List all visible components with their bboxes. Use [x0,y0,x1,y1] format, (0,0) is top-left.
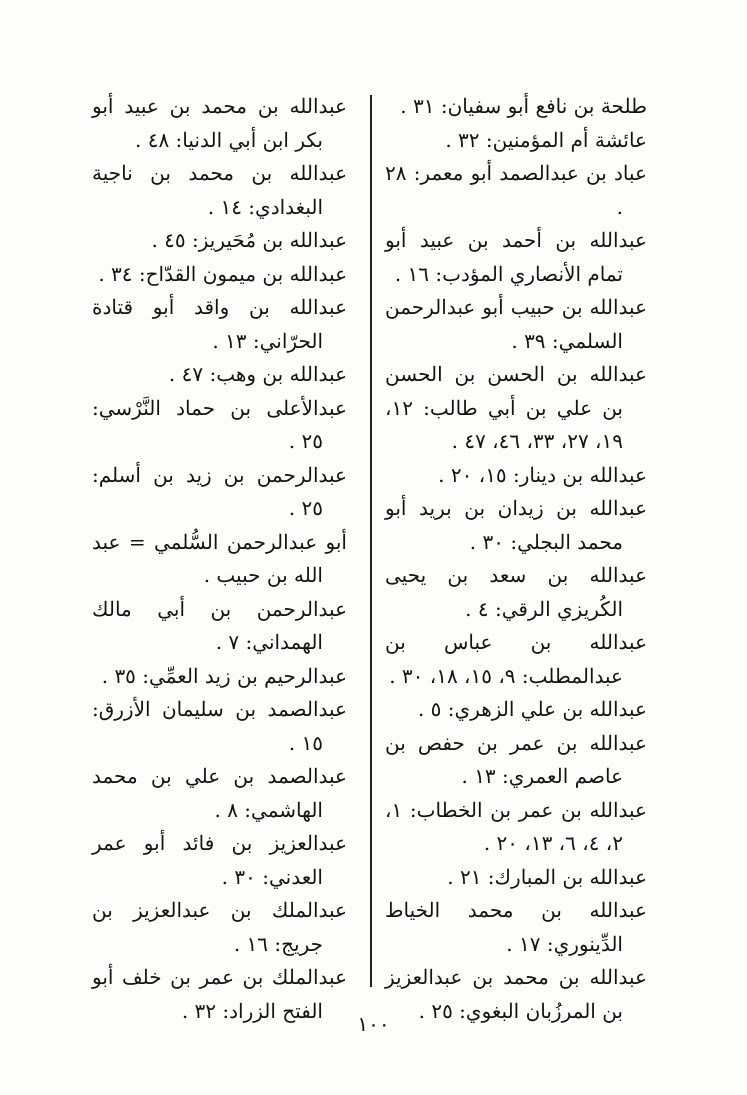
index-entry: عبدالرحيم بن زيد العمِّي: ٣٥ . [101,663,347,688]
index-entry: عبدالله بن حبيب أبو عبدالرحمن السلمي: ٣٩ . [385,295,647,353]
index-entry: عبدالله بن وهب: ٤٧ . [168,362,347,386]
index-entry: عبدالأعلى بن حماد النَّرْسي: ٢٥ . [92,395,347,453]
page-number: ١٠٠ [357,1012,390,1036]
index-entry: طلحة بن نافع أبو سفيان: ٣١ . [400,94,647,118]
index-entry: عبدالملك بن عمر بن خلف أبو الفتح الزراد: ٣٢ . [92,965,347,1023]
index-entry: عبدالله بن واقد أبو قتادة الحرّاني: ١٣ . [92,295,347,353]
index-entry: عبدالله بن زيدان بن بريد أبو محمد البجلي: ٣٠ . [385,496,647,554]
index-entry: عبدالله بن محمد بن ناجية البغدادي: ١٤ . [92,161,347,219]
index-entry: عبدالرحمن بن أبي مالك الهمداني: ٧ . [92,596,347,654]
index-entry: عبدالله بن ميمون القدّاح: ٣٤ . [98,261,347,286]
index-entry: عبدالرحمن بن زيد بن أسلم: ٢٥ . [92,462,347,520]
index-entry: عبدالله بن أحمد بن عبيد أبو تمام الأنصاري المؤدب: ١٦ . [385,228,647,286]
index-entry: أبو عبدالرحمن السُّلمي = عبد الله بن حبيب . [92,529,347,587]
index-entry: عبدالله بن الحسن بن الحسن بن علي بن أبي طالب: ١٢، ١٩، ٢٧، ٣٣، ٤٦، ٤٧ . [385,362,647,453]
index-entry: عبدالله بن عمر بن الخطاب: ١، ٢، ٤، ٦، ١٣، ٢٠ . [385,797,647,855]
index-entry: عبدالله بن محمد بن عبيد أبو بكر ابن أبي الدنيا: ٤٨ . [92,94,347,152]
index-entry: عبدالملك بن عبدالعزيز بن جريج: ١٦ . [92,898,347,956]
index-entry: عائشة أم المؤمنين: ٣٢ . [445,127,647,152]
index-entry: عبدالله بن علي الزهري: ٥ . [417,697,647,721]
index-entry: عبدالله بن محمد الخياط الدِّينوري: ١٧ . [385,898,647,956]
index-entry: عبدالله بن مُحَيريز: ٤٥ . [151,228,347,252]
index-entry: عبدالله بن سعد بن يحيى الكُريزي الرقي: ٤ . [385,563,647,621]
index-entry: عبدالله بن دينار: ١٥، ٢٠ . [438,462,647,487]
index-entry: عبدالعزيز بن فائد أبو عمر العدني: ٣٠ . [92,831,347,889]
index-entry: عبدالله بن عمر بن حفص بن عاصم العمري: ١٣ . [385,730,647,788]
index-entry: عبدالصمد بن علي بن محمد الهاشمي: ٨ . [92,764,347,822]
index-entry: عبدالله بن عباس بن عبدالمطلب: ٩، ١٥، ١٨، ٣٠ . [385,630,647,688]
index-entry: عباد بن عبدالصمد أبو معمر: ٢٨ . [385,161,647,219]
index-entry: عبدالصمد بن سليمان الأزرق: ١٥ . [92,697,347,755]
index-entry: عبدالله بن المبارك: ٢١ . [447,864,647,889]
column-divider [370,95,372,987]
index-entry: عبدالله بن محمد بن عبدالعزيز بن المرزُبان البغوي: ٢٥ . [385,965,647,1023]
index-column-left [92,90,347,1028]
index-column-right [385,90,647,1028]
